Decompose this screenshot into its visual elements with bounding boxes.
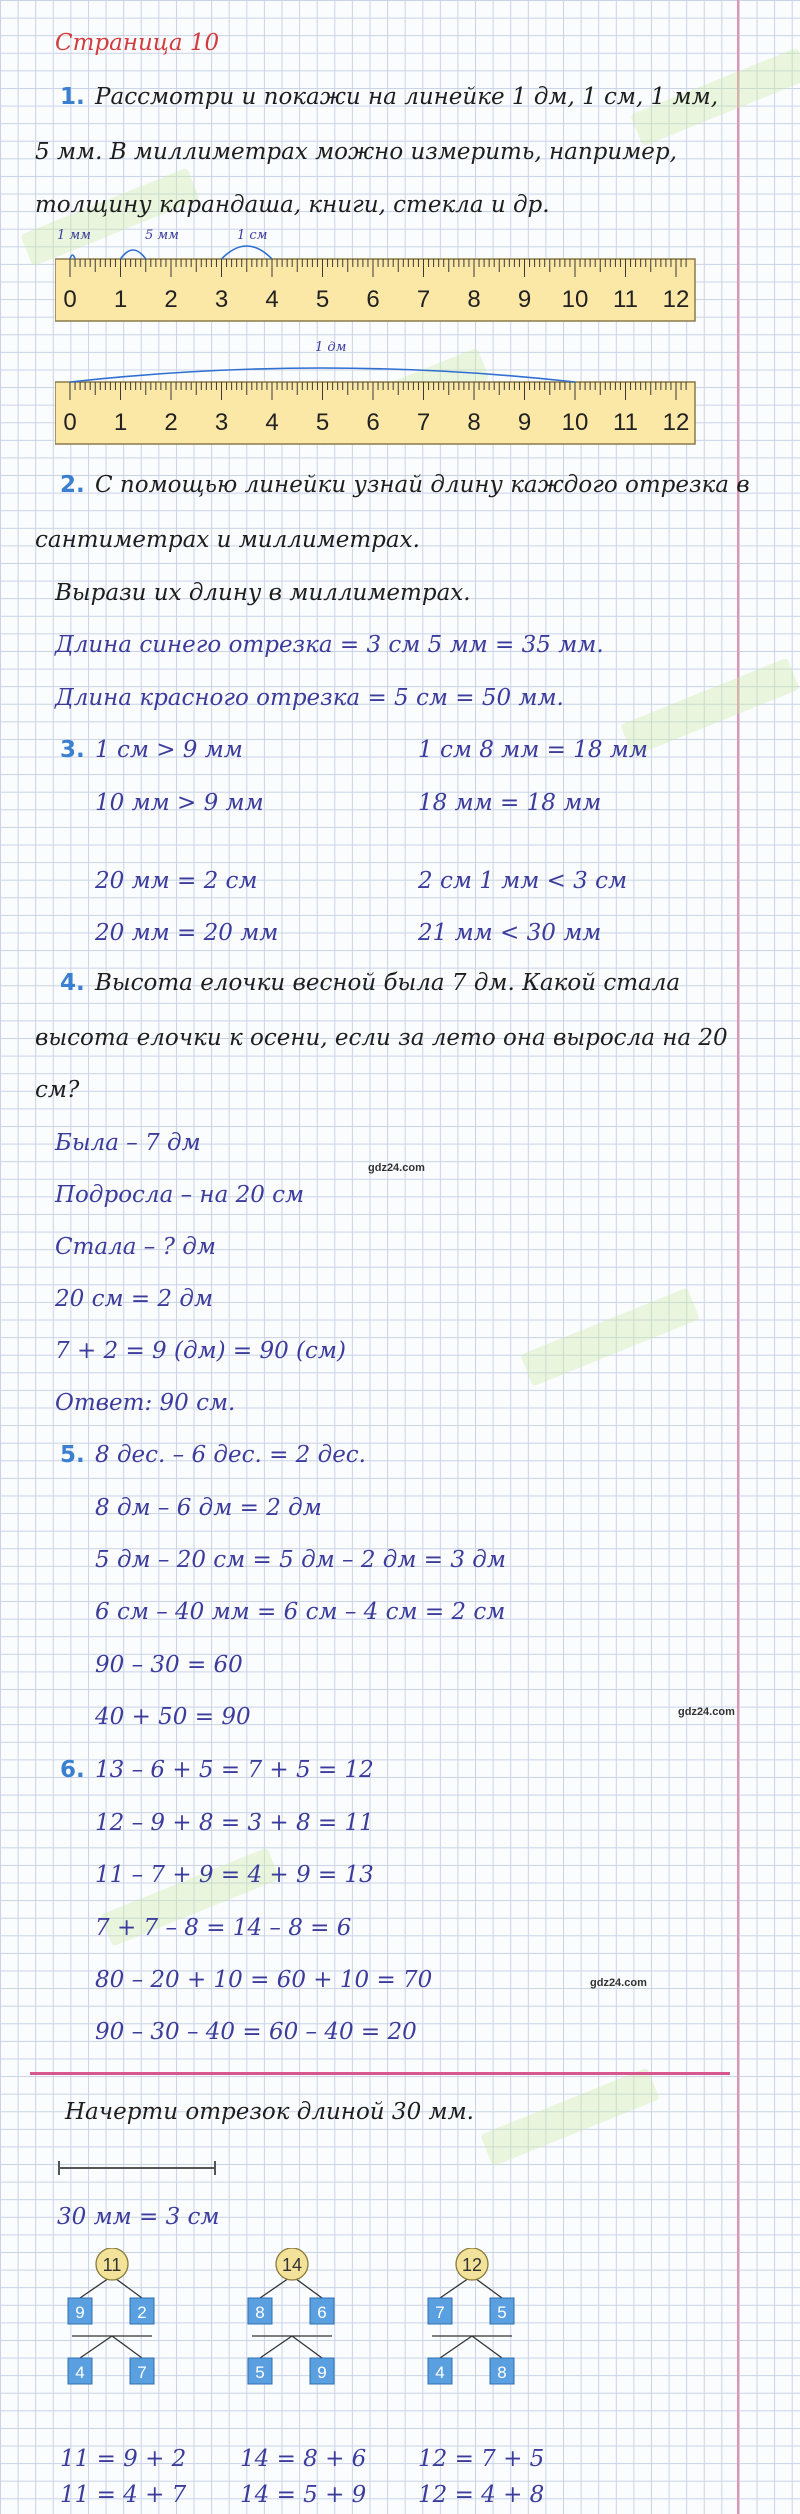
tree-box-number: 5: [255, 2363, 265, 2382]
task4-solution-4: 20 см = 2 дм: [55, 1286, 214, 1312]
task3-left-4: 20 мм = 20 мм: [95, 920, 279, 946]
ruler-number: 6: [366, 409, 380, 436]
task-number: 1.: [60, 84, 85, 110]
task5-line-1: 8 дес. – 6 дес. = 2 дес.: [95, 1442, 366, 1468]
task1-text-line3: толщину карандаша, книги, стекла и др.: [35, 192, 550, 218]
task-number: 6.: [60, 1757, 85, 1783]
task3-right-1: 1 см 8 мм = 18 мм: [418, 737, 648, 763]
label-5mm: 5 мм: [145, 228, 179, 243]
ruler-number: 10: [561, 286, 589, 313]
tree-branch: [292, 2336, 322, 2358]
ruler-number: 5: [315, 286, 330, 313]
ruler-number: 8: [467, 286, 481, 313]
task6-line-5: 80 – 20 + 10 = 60 + 10 = 70: [95, 1967, 433, 1993]
task6-line-1: 13 – 6 + 5 = 7 + 5 = 12: [95, 1757, 374, 1783]
ruler-number: 9: [517, 286, 532, 313]
task3-left-2: 10 мм > 9 мм: [95, 790, 264, 816]
ruler-number: 0: [63, 286, 77, 313]
ruler-number: 4: [265, 286, 279, 313]
task2-text-line3: Вырази их длину в миллиметрах.: [55, 580, 471, 606]
task1-text-line2: 5 мм. В миллиметрах можно измерить, например,: [35, 139, 677, 165]
number-trees: [40, 2248, 740, 2418]
tree-box-number: 9: [317, 2363, 327, 2382]
tree-box-number: 8: [255, 2303, 265, 2322]
tree-box-number: 2: [137, 2303, 147, 2322]
ruler-number: 12: [662, 409, 690, 436]
task4-answer: Ответ: 90 см.: [55, 1390, 236, 1416]
tree-top-number: 11: [102, 2255, 122, 2275]
ruler-number: 2: [164, 409, 178, 436]
task3-left-1: 1 см > 9 мм: [95, 737, 243, 763]
task4-solution-5: 7 + 2 = 9 (дм) = 90 (см): [55, 1338, 346, 1364]
ruler-number: 6: [366, 286, 380, 313]
label-1dm: 1 дм: [315, 340, 347, 355]
task-number: 2.: [60, 472, 85, 498]
tree-box-number: 4: [435, 2363, 445, 2382]
task-number: 5.: [60, 1442, 85, 1468]
task2-answer1: Длина синего отрезка = 3 см 5 мм = 35 мм.: [55, 632, 604, 658]
number-tree: [248, 2248, 334, 2384]
ruler-number: 1: [113, 409, 128, 436]
tree2-eq1: 14 = 8 + 6: [240, 2446, 367, 2472]
ruler-number: 10: [561, 409, 589, 436]
task4-text-line1: Высота елочки весной была 7 дм. Какой стала: [95, 970, 681, 996]
arc-5mm: [121, 250, 146, 259]
label-1cm: 1 см: [237, 228, 268, 243]
task4-text-line3: см?: [35, 1077, 80, 1103]
ruler-number: 9: [517, 409, 532, 436]
task2-answer2: Длина красного отрезка = 5 см = 50 мм.: [55, 685, 564, 711]
task6-line-4: 7 + 7 – 8 = 14 – 8 = 6: [95, 1915, 352, 1941]
ruler-number: 7: [416, 409, 431, 436]
tree2-eq2: 14 = 5 + 9: [240, 2482, 367, 2508]
arc-1cm: [222, 246, 273, 259]
tree-box-number: 4: [75, 2363, 85, 2382]
task-number: 3.: [60, 737, 85, 763]
task2-text-line2: сантиметрах и миллиметрах.: [35, 527, 420, 553]
task-number: 4.: [60, 970, 85, 996]
tree-top-number: 12: [461, 2255, 483, 2275]
tree-top-number: 14: [281, 2255, 303, 2275]
tree-box-number: 7: [435, 2303, 445, 2322]
task5-line-6: 40 + 50 = 90: [95, 1704, 251, 1730]
watermark-text: gdz24.com: [368, 1162, 425, 1174]
task4-solution-2: Подросла – на 20 см: [55, 1182, 305, 1208]
tree-branch: [440, 2336, 472, 2358]
ruler-number: 12: [662, 286, 690, 313]
tree1-eq1: 11 = 9 + 2: [60, 2446, 187, 2472]
tree3-eq1: 12 = 7 + 5: [418, 2446, 545, 2472]
number-tree: [428, 2248, 514, 2384]
tree3-eq2: 12 = 4 + 8: [418, 2482, 545, 2508]
task2-text-line1: С помощью линейки узнай длину каждого отрезка в: [95, 472, 750, 498]
tree-branch: [80, 2336, 112, 2358]
watermark-text: gdz24.com: [590, 1977, 647, 1989]
ruler-number: 7: [416, 286, 431, 313]
tree-box-number: 9: [75, 2303, 85, 2322]
task3-right-4: 21 мм < 30 мм: [418, 920, 602, 946]
ruler-number: 3: [214, 409, 229, 436]
task4-solution-3: Стала – ? дм: [55, 1234, 216, 1260]
tree-branch: [112, 2336, 142, 2358]
ruler-number: 3: [214, 286, 229, 313]
label-1mm: 1 мм: [57, 228, 91, 243]
watermark-text: gdz24.com: [678, 1706, 735, 1718]
ruler-number: 11: [613, 409, 638, 436]
task5-line-3: 5 дм – 20 см = 5 дм – 2 дм = 3 дм: [95, 1547, 506, 1573]
ruler-number: 11: [613, 286, 638, 313]
task3-right-2: 18 мм = 18 мм: [418, 790, 602, 816]
ruler-number: 2: [164, 286, 178, 313]
task6-line-2: 12 – 9 + 8 = 3 + 8 = 11: [95, 1810, 374, 1836]
watermark-stamp: [480, 2068, 660, 2167]
margin-line: [737, 0, 739, 2514]
tree-branch: [260, 2336, 292, 2358]
task6-line-6: 90 – 30 – 40 = 60 – 40 = 20: [95, 2019, 417, 2045]
tree-box-number: 8: [497, 2363, 507, 2382]
page-title: Страница 10: [55, 30, 220, 56]
segment-30mm: [55, 2158, 225, 2178]
ruler-number: 8: [467, 409, 481, 436]
task5-line-4: 6 см – 40 мм = 6 см – 4 см = 2 см: [95, 1599, 506, 1625]
ruler-top: [55, 235, 715, 325]
task1-text-line1: Рассмотри и покажи на линейке 1 дм, 1 см, 1 мм,: [95, 84, 719, 110]
arc-1dm: [70, 368, 575, 382]
number-tree: [68, 2248, 154, 2384]
tree-box-number: 7: [137, 2363, 147, 2382]
watermark-stamp: [520, 1288, 700, 1387]
tree-box-number: 5: [497, 2303, 507, 2322]
section-divider: [30, 2072, 730, 2075]
tree1-eq2: 11 = 4 + 7: [60, 2482, 187, 2508]
task7-conversion: 30 мм = 3 см: [57, 2204, 220, 2230]
task4-solution-1: Была – 7 дм: [55, 1130, 201, 1156]
task3-right-3: 2 см 1 мм < 3 см: [418, 868, 628, 894]
ruler-number: 4: [265, 409, 279, 436]
tree-box-number: 6: [317, 2303, 327, 2322]
task7-text: Начерти отрезок длиной 30 мм.: [65, 2099, 474, 2125]
task4-text-line2: высота елочки к осени, если за лето она выросла на 20: [35, 1025, 728, 1051]
task3-left-3: 20 мм = 2 см: [95, 868, 258, 894]
tree-branch: [472, 2336, 502, 2358]
task5-line-5: 90 – 30 = 60: [95, 1652, 243, 1678]
ruler-number: 0: [63, 409, 77, 436]
ruler-bottom: [55, 350, 715, 450]
ruler-number: 1: [113, 286, 128, 313]
ruler-number: 5: [315, 409, 330, 436]
task6-line-3: 11 – 7 + 9 = 4 + 9 = 13: [95, 1862, 374, 1888]
task5-line-2: 8 дм – 6 дм = 2 дм: [95, 1495, 322, 1521]
